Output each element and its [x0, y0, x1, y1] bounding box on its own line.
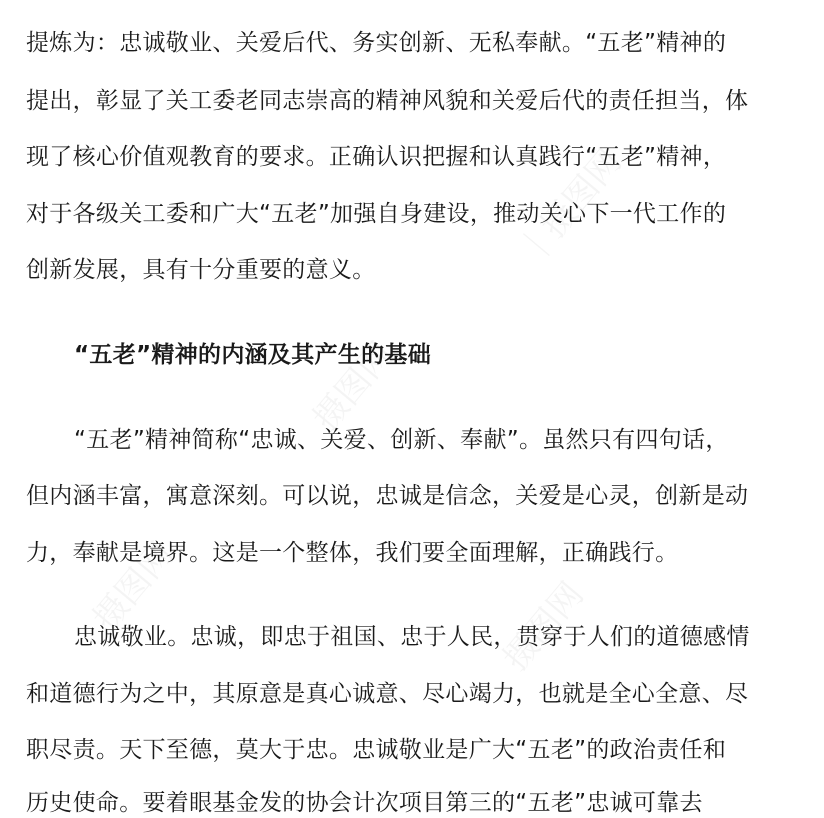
paragraph-line: 提炼为：忠诚敬业、关爱后代、务实创新、无私奉献。“五老”精神的 — [26, 30, 727, 56]
paragraph-line: 对于各级关工委和广大“五老”加强自身建设，推动关心下一代工作的 — [26, 201, 727, 227]
watermark: 摄图网 — [495, 574, 592, 679]
paragraph-line: “五老”精神简称“忠诚、关爱、创新、奉献”。虽然只有四句话， — [74, 427, 729, 453]
paragraph-line: 创新发展，具有十分重要的意义。 — [26, 257, 376, 283]
paragraph-line-cut: 历史使命。要着眼基金发的协会计次项目第三的“五老”忠诚可靠去 — [26, 790, 703, 816]
watermark: 摄图网 — [85, 534, 182, 639]
paragraph-line: 但内涵丰富，寓意深刻。可以说，忠诚是信念，关爱是心灵，创新是动 — [26, 483, 749, 509]
watermark: ｜摄图网 — [511, 141, 630, 272]
paragraph-line: 和道德行为之中，其原意是真心诚意、尽心竭力，也就是全心全意、尽 — [26, 681, 749, 707]
paragraph-line: 力，奉献是境界。这是一个整体，我们要全面理解，正确践行。 — [26, 540, 679, 566]
watermark: 摄图网 — [305, 334, 402, 439]
section-heading: “五老”精神的内涵及其产生的基础 — [74, 342, 432, 368]
paragraph-line: 提出，彰显了关工委老同志崇高的精神风貌和关爱后代的责任担当，体 — [26, 88, 749, 114]
paragraph-line: 现了核心价值观教育的要求。正确认识把握和认真践行“五老”精神， — [26, 144, 727, 170]
paragraph-line: 忠诚敬业。忠诚，即忠于祖国、忠于人民，贯穿于人们的道德感情 — [74, 624, 750, 650]
paragraph-line: 职尽责。天下至德，莫大于忠。忠诚敬业是广大“五老”的政治责任和 — [26, 737, 727, 763]
